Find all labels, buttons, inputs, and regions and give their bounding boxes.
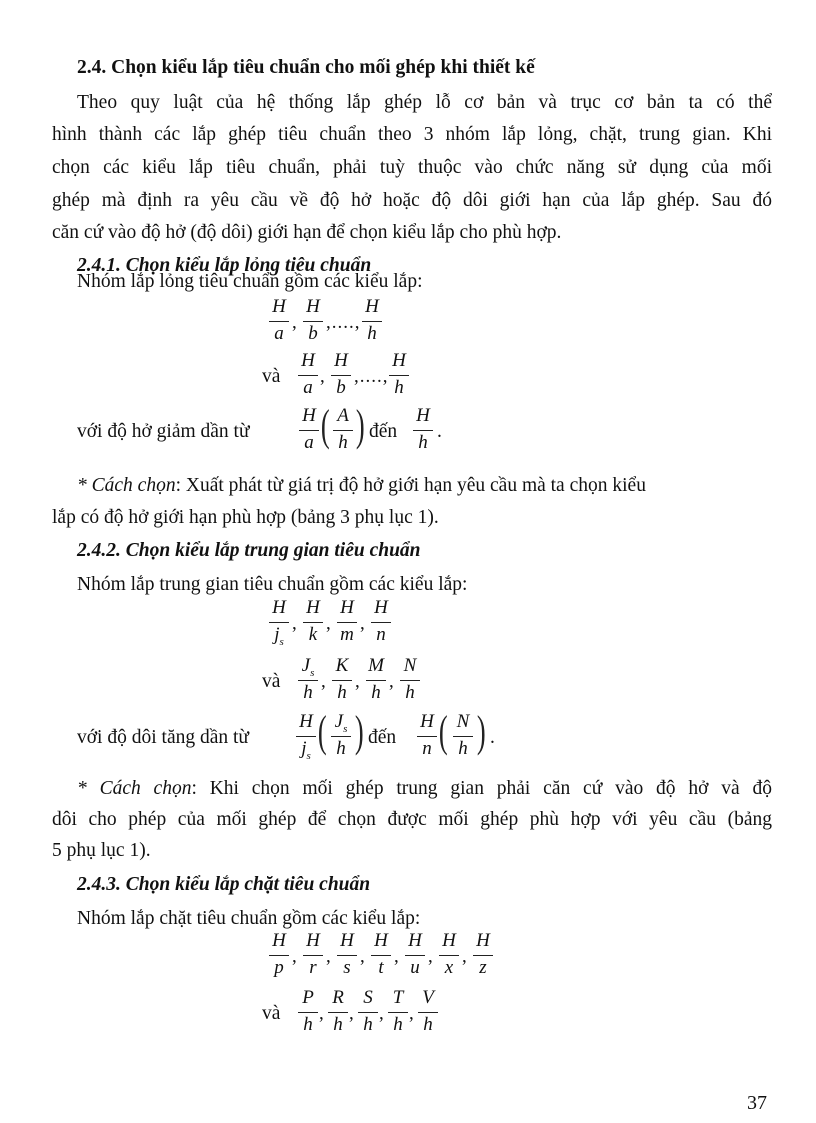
group-text: Nhóm lắp trung gian tiêu chuẩn gồm các kiểu lắp: (77, 574, 468, 595)
group-text: Nhóm lắp lỏng tiêu chuẩn gồm các kiểu lắp: (77, 271, 423, 292)
note-line: lắp có độ hở giới hạn phù hợp (bảng 3 phụ lục 1). (52, 507, 439, 528)
note-line: * Cách chọn: Khi chọn mối ghép trung gian phải căn cứ vào độ hở và độ (77, 778, 772, 799)
period: . (490, 727, 495, 748)
note-line: dôi cho phép của mối ghép để chọn được mối ghép phù hợp với yêu cầu (bảng (52, 809, 772, 830)
note-line: 5 phụ lục 1). (52, 840, 151, 861)
paren-open: ( (438, 707, 448, 756)
paragraph-line: ghép mà định ra yêu cầu về độ hở hoặc độ dôi giới hạn của lắp ghép. Sau đó (52, 190, 772, 211)
section-title: 2.4. Chọn kiểu lắp tiêu chuẩn cho mối ghép khi thiết kế (77, 57, 535, 78)
subsection-title: 2.4.2. Chọn kiểu lắp trung gian tiêu chuẩn (77, 540, 421, 561)
subsection-title: 2.4.3. Chọn kiểu lắp chặt tiêu chuẩn (77, 874, 371, 895)
and-label: và (262, 671, 281, 692)
paren-open: ( (317, 707, 327, 756)
subsection-title: 2.4.1. Chọn kiểu lắp lỏng tiêu chuẩn (77, 255, 372, 276)
range-text: đến (369, 421, 398, 442)
and-label: và (262, 366, 281, 387)
range-text: với độ hở giảm dần từ (77, 421, 250, 442)
range-text: với độ dôi tăng dần từ (77, 727, 249, 748)
note-line: * Cách chọn: Xuất phát từ giá trị độ hở giới hạn yêu cầu mà ta chọn kiểu (77, 475, 646, 496)
paren-open: ( (320, 401, 330, 450)
paragraph-line: Theo quy luật của hệ thống lắp ghép lỗ cơ bản và trục cơ bản ta có thể (77, 92, 772, 113)
period: . (437, 421, 442, 442)
paren-close: ) (355, 401, 365, 450)
paragraph-line: căn cứ vào độ hở (độ dôi) giới hạn để chọn kiểu lắp cho phù hợp. (52, 222, 562, 243)
paragraph-line: hình thành các lắp ghép tiêu chuẩn theo 3 nhóm lắp lỏng, chặt, trung gian. Khi (52, 124, 772, 145)
ellipsis: ,...., (326, 312, 361, 333)
range-text: đến (368, 727, 397, 748)
ellipsis: ,...., (354, 366, 389, 387)
and-label: và (262, 1003, 281, 1024)
page-number: 37 (747, 1092, 767, 1114)
paren-close: ) (476, 707, 486, 756)
paragraph-line: chọn các kiểu lắp tiêu chuẩn, phải tuỳ thuộc vào chức năng sử dụng của mối (52, 157, 772, 178)
paren-close: ) (354, 707, 364, 756)
group-text: Nhóm lắp chặt tiêu chuẩn gồm các kiểu lắp: (77, 908, 421, 929)
